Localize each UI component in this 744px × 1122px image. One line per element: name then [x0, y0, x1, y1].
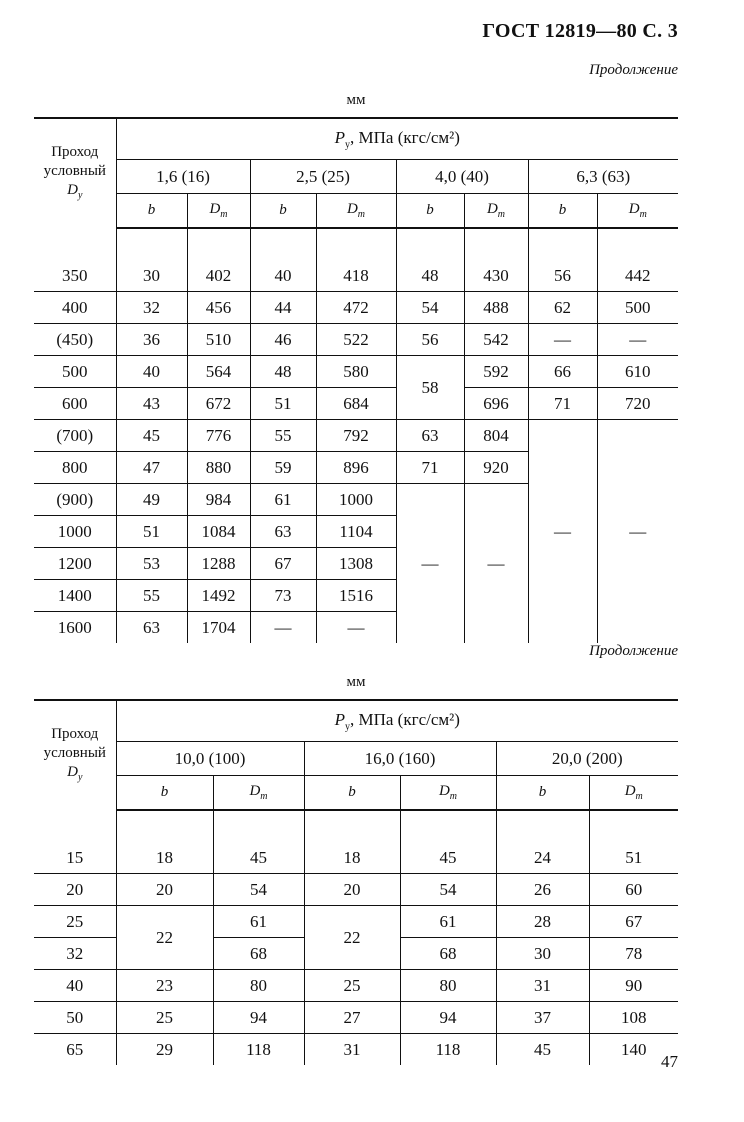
cell: 71: [396, 452, 464, 484]
cell: 418: [316, 260, 396, 292]
cell-merged: 22: [116, 906, 213, 970]
cell: 55: [250, 420, 316, 452]
page-number: 47: [661, 1052, 678, 1071]
cell: 59: [250, 452, 316, 484]
cell: —: [250, 612, 316, 644]
cell: 24: [496, 842, 589, 874]
cell: 40: [116, 356, 187, 388]
cell: 50: [34, 1002, 116, 1034]
cell: 456: [187, 292, 250, 324]
pressure-header-1: $P_у$, МПа (кгс/см²): [116, 118, 678, 160]
stub-header-2: [34, 700, 116, 810]
cell: 542: [464, 324, 528, 356]
cell: 984: [187, 484, 250, 516]
cell: 94: [213, 1002, 304, 1034]
table-row: [34, 1002, 678, 1034]
cell: 67: [589, 906, 678, 938]
cell: (900): [34, 484, 116, 516]
cell: —: [316, 612, 396, 644]
cell: 580: [316, 356, 396, 388]
cell: 400: [34, 292, 116, 324]
cell: 94: [400, 1002, 496, 1034]
cell: 40: [34, 970, 116, 1002]
cell: 140: [589, 1034, 678, 1066]
group-header: 4,0 (40): [396, 160, 528, 194]
cell: 29: [116, 1034, 213, 1066]
cell: 37: [496, 1002, 589, 1034]
cell: 53: [116, 548, 187, 580]
cell: 720: [597, 388, 678, 420]
cell: 68: [400, 938, 496, 970]
cell: 67: [250, 548, 316, 580]
document-header: ГОСТ 12819—80 С. 3: [482, 20, 678, 42]
continuation-label-1: Продолжение: [589, 62, 678, 78]
cell: 880: [187, 452, 250, 484]
cell: 36: [116, 324, 187, 356]
cell: 66: [528, 356, 597, 388]
cell: 1200: [34, 548, 116, 580]
cell-merged-dash: —: [528, 420, 597, 644]
cell: 54: [400, 874, 496, 906]
stub-line-3: $D_у$: [67, 763, 83, 783]
cell: 564: [187, 356, 250, 388]
cell: 71: [528, 388, 597, 420]
cell-merged-dash: —: [464, 484, 528, 644]
group-header: 6,3 (63): [528, 160, 678, 194]
cell: 25: [34, 906, 116, 938]
cell: 63: [250, 516, 316, 548]
cell: 1000: [34, 516, 116, 548]
cell: 78: [589, 938, 678, 970]
cell: 18: [304, 842, 400, 874]
cell: 44: [250, 292, 316, 324]
cell: 20: [34, 874, 116, 906]
cell: 43: [116, 388, 187, 420]
cell: 30: [496, 938, 589, 970]
table-row: [34, 388, 678, 420]
cell: 15: [34, 842, 116, 874]
pressure-header-2: $P_у$, МПа (кгс/см²): [116, 700, 678, 742]
cell: 1084: [187, 516, 250, 548]
cell: 80: [400, 970, 496, 1002]
cell: 20: [116, 874, 213, 906]
stub-line-1: Проход: [51, 725, 99, 742]
table-row: [34, 906, 678, 938]
cell: 896: [316, 452, 396, 484]
group-header: 16,0 (160): [304, 742, 496, 776]
cell: 63: [396, 420, 464, 452]
cell: 1516: [316, 580, 396, 612]
stub-line-2: условный: [43, 162, 106, 179]
cell: 26: [496, 874, 589, 906]
cell: 25: [304, 970, 400, 1002]
cell: —: [597, 324, 678, 356]
cell: 32: [34, 938, 116, 970]
cell: 48: [396, 260, 464, 292]
cell: 350: [34, 260, 116, 292]
continuation-label-2: Продолжение: [589, 643, 678, 659]
cell: 62: [528, 292, 597, 324]
col-dm-header: $D_m$: [400, 776, 496, 811]
cell: 108: [589, 1002, 678, 1034]
group-header: 1,6 (16): [116, 160, 250, 194]
cell: 61: [213, 906, 304, 938]
col-dm-header: $D_m$: [597, 194, 678, 229]
cell: 1288: [187, 548, 250, 580]
cell: 56: [396, 324, 464, 356]
cell: 1400: [34, 580, 116, 612]
cell: 1492: [187, 580, 250, 612]
cell: 442: [597, 260, 678, 292]
table-row: [34, 874, 678, 906]
cell: (450): [34, 324, 116, 356]
cell-merged: 22: [304, 906, 400, 970]
cell: 118: [213, 1034, 304, 1066]
cell: 30: [116, 260, 187, 292]
cell: 1308: [316, 548, 396, 580]
cell: 800: [34, 452, 116, 484]
col-dm-header: $D_m$: [464, 194, 528, 229]
cell: 56: [528, 260, 597, 292]
stub-header-1: [34, 118, 116, 228]
table-2: [34, 699, 678, 1065]
cell: 51: [250, 388, 316, 420]
group-header: 10,0 (100): [116, 742, 304, 776]
unit-label-2: мм: [346, 674, 366, 690]
cell: 522: [316, 324, 396, 356]
cell: 792: [316, 420, 396, 452]
cell: 51: [589, 842, 678, 874]
table-row: [34, 842, 678, 874]
cell: 472: [316, 292, 396, 324]
cell: 592: [464, 356, 528, 388]
cell: 118: [400, 1034, 496, 1066]
col-b-header: b: [528, 194, 597, 229]
cell: 27: [304, 1002, 400, 1034]
col-b-header: b: [116, 776, 213, 811]
cell: 47: [116, 452, 187, 484]
cell: 23: [116, 970, 213, 1002]
cell: —: [528, 324, 597, 356]
cell: 25: [116, 1002, 213, 1034]
cell: 1600: [57, 617, 92, 637]
cell: 45: [116, 420, 187, 452]
cell: 1000: [316, 484, 396, 516]
cell: 68: [213, 938, 304, 970]
cell: 488: [464, 292, 528, 324]
cell: 1104: [316, 516, 396, 548]
cell: 500: [597, 292, 678, 324]
cell-merged-dash: —: [396, 484, 464, 644]
cell: 65: [66, 1039, 84, 1059]
cell-merged: 58: [396, 356, 464, 420]
cell: 46: [250, 324, 316, 356]
cell: 63: [116, 612, 187, 644]
cell: 90: [589, 970, 678, 1002]
table-row: [34, 970, 678, 1002]
cell: 920: [464, 452, 528, 484]
cell: 55: [116, 580, 187, 612]
col-b-header: b: [496, 776, 589, 811]
cell: 610: [597, 356, 678, 388]
cell: 672: [187, 388, 250, 420]
cell: 20: [304, 874, 400, 906]
cell: 402: [187, 260, 250, 292]
stub-line-1: Проход: [51, 143, 99, 160]
cell: 40: [250, 260, 316, 292]
table-row: [34, 356, 678, 388]
cell: 54: [213, 874, 304, 906]
table-row: [34, 1034, 678, 1066]
col-b-header: b: [250, 194, 316, 229]
table-row: [34, 420, 678, 452]
cell: 776: [187, 420, 250, 452]
cell: 684: [316, 388, 396, 420]
cell: 1704: [187, 612, 250, 644]
stub-line-3: $D_у$: [67, 181, 83, 201]
col-dm-header: $D_m$: [589, 776, 678, 811]
cell: 510: [187, 324, 250, 356]
cell: 61: [400, 906, 496, 938]
table-row: [34, 292, 678, 324]
group-header: 2,5 (25): [250, 160, 396, 194]
table-row: [34, 324, 678, 356]
cell: 61: [250, 484, 316, 516]
cell: 54: [396, 292, 464, 324]
unit-label-1: мм: [346, 92, 366, 108]
cell: 28: [496, 906, 589, 938]
table-row: [34, 260, 678, 292]
cell: (700): [34, 420, 116, 452]
cell: 500: [34, 356, 116, 388]
col-b-header: b: [304, 776, 400, 811]
cell: 73: [250, 580, 316, 612]
cell: 31: [304, 1034, 400, 1066]
col-dm-header: $D_m$: [213, 776, 304, 811]
cell: 32: [116, 292, 187, 324]
table-1: [34, 117, 678, 643]
cell: 60: [589, 874, 678, 906]
cell: 696: [464, 388, 528, 420]
cell: 31: [496, 970, 589, 1002]
col-b-header: b: [396, 194, 464, 229]
cell: 45: [213, 842, 304, 874]
col-b-header: b: [116, 194, 187, 229]
cell: 430: [464, 260, 528, 292]
col-dm-header: $D_m$: [187, 194, 250, 229]
stub-line-2: условный: [43, 744, 106, 761]
cell: 49: [116, 484, 187, 516]
cell: 18: [116, 842, 213, 874]
cell: 45: [496, 1034, 589, 1066]
col-dm-header: $D_m$: [316, 194, 396, 229]
cell: 80: [213, 970, 304, 1002]
cell: 48: [250, 356, 316, 388]
cell: 600: [34, 388, 116, 420]
cell: 45: [400, 842, 496, 874]
cell-merged-dash: —: [597, 420, 678, 644]
cell: 804: [464, 420, 528, 452]
cell: 51: [116, 516, 187, 548]
group-header: 20,0 (200): [496, 742, 678, 776]
